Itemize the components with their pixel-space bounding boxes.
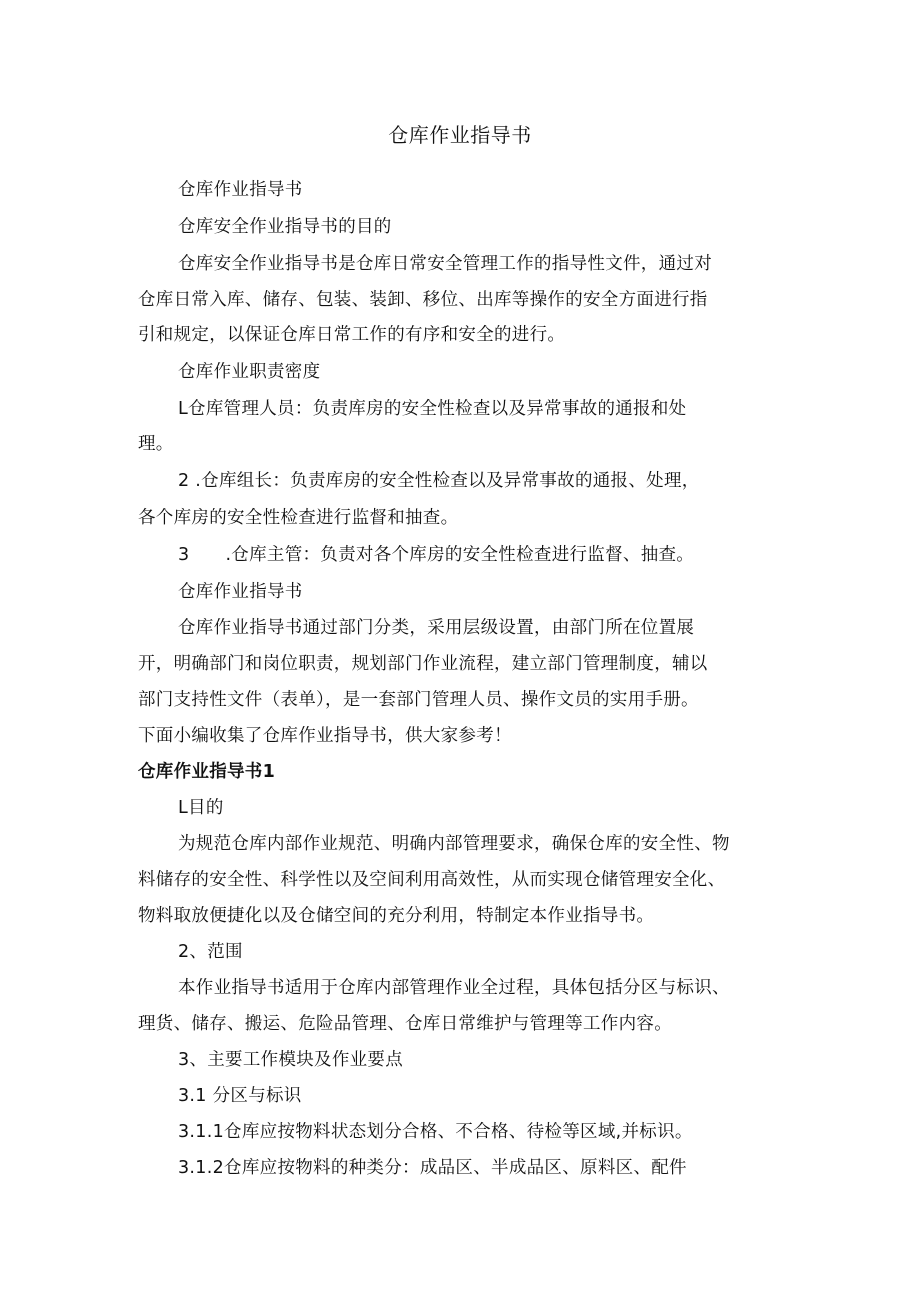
paragraph-line: 2 .仓库组长：负责库房的安全性检查以及异常事故的通报、处理， xyxy=(178,471,700,491)
paragraph-line: 下面小编收集了仓库作业指导书，供大家参考！ xyxy=(138,726,512,746)
paragraph-line: 部门支持性文件（表单），是一套部门管理人员、操作文员的实用手册。 xyxy=(138,690,699,710)
paragraph-line: 本作业指导书适用于仓库内部管理作业全过程，具体包括分区与标识、 xyxy=(178,978,730,998)
paragraph-line: 物料取放便捷化以及仓储空间的充分利用，特制定本作业指导书。 xyxy=(138,906,655,926)
document-title: 仓库作业指导书 xyxy=(388,123,532,147)
paragraph-line: 仓库安全作业指导书的目的 xyxy=(178,217,392,237)
paragraph-line: 引和规定，以保证仓库日常工作的有序和安全的进行。 xyxy=(138,325,566,345)
paragraph-line xyxy=(178,543,694,567)
paragraph-line: 仓库安全作业指导书是仓库日常安全管理工作的指导性文件，通过对 xyxy=(178,254,712,274)
paragraph-line: 开，明确部门和岗位职责，规划部门作业流程，建立部门管理制度，辅以 xyxy=(138,654,708,674)
paragraph-line: 3、主要工作模块及作业要点 xyxy=(178,1050,404,1070)
paragraph-line: L目的 xyxy=(178,798,224,818)
paragraph-line: 理货、储存、搬运、危险品管理、仓库日常维护与管理等工作内容。 xyxy=(138,1014,672,1034)
paragraph-line: 各个库房的安全性检查进行监督和抽查。 xyxy=(138,508,459,528)
paragraph-line: 仓库作业职责密度 xyxy=(178,362,321,382)
paragraph-line: 3.1.1仓库应按物料状态划分合格、不合格、待检等区域,并标识。 xyxy=(178,1122,693,1142)
paragraph-line: 为规范仓库内部作业规范、明确内部管理要求，确保仓库的安全性、物 xyxy=(178,834,730,854)
paragraph-line: 仓库作业指导书通过部门分类，采用层级设置，由部门所在位置展 xyxy=(178,618,695,638)
paragraph-line: 仓库日常入库、储存、包装、装卸、移位、出库等操作的安全方面进行指 xyxy=(138,290,708,310)
list-number: 3 xyxy=(178,545,190,565)
section-heading: 仓库作业指导书1 xyxy=(138,762,276,782)
paragraph-line: L仓库管理人员：负责库房的安全性检查以及异常事故的通报和处 xyxy=(178,399,687,419)
list-text: .仓库主管：负责对各个库房的安全性检查进行监督、抽查。 xyxy=(225,545,695,565)
paragraph-line: 理。 xyxy=(138,434,174,454)
paragraph-line: 3.1.2仓库应按物料的种类分：成品区、半成品区、原料区、配件 xyxy=(178,1158,687,1178)
paragraph-line: 3.1 分区与标识 xyxy=(178,1086,302,1106)
paragraph-line: 2、范围 xyxy=(178,942,243,962)
paragraph-line: 仓库作业指导书 xyxy=(178,582,303,602)
paragraph-line: 料储存的安全性、科学性以及空间利用高效性，从而实现仓储管理安全化、 xyxy=(138,870,726,890)
paragraph-line: 仓库作业指导书 xyxy=(178,180,303,200)
